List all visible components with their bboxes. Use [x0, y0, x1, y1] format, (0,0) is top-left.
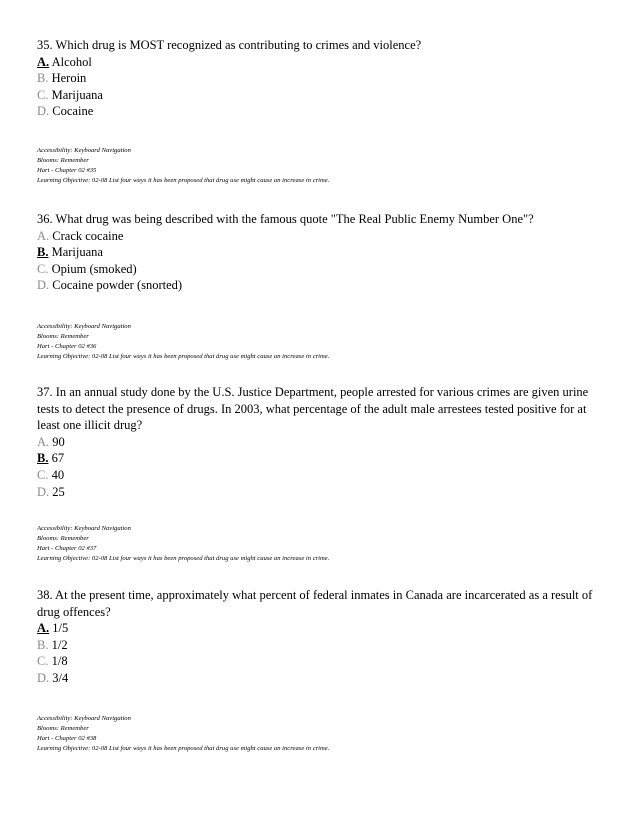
option-letter: B.	[37, 71, 49, 86]
answer-option-c	[37, 261, 607, 278]
question-block-35	[37, 37, 607, 120]
option-text: 1/8	[51, 654, 68, 669]
meta-learning-objective: Learning Objective: 02-08 List four ways it has been proposed that drug use might cause an increase in crime.	[37, 176, 330, 184]
answer-option-b	[37, 450, 607, 467]
option-letter: C.	[37, 87, 49, 102]
option-text: 3/4	[52, 670, 69, 685]
question-block-37	[37, 384, 607, 500]
option-text: 25	[52, 484, 65, 499]
answer-option-c	[37, 467, 607, 484]
meta-accessibility: Accessibility: Keyboard Navigation	[37, 147, 131, 154]
meta-blooms: Blooms: Remember	[37, 724, 89, 732]
question-text: 37. In an annual study done by the U.S. Justice Department, people arrested for various crimes are given urine tests to detect the presence of drugs. In 2003, what percentage of the adult male arrestees tested positive for at least one illicit drug?	[37, 385, 589, 433]
meta-learning-objective: Learning Objective: 02-08 List four ways it has been proposed that drug use might cause an increase in crime.	[37, 744, 330, 752]
answer-option-c	[37, 87, 607, 104]
answer-option-a	[37, 228, 607, 245]
option-letter: A.	[37, 621, 50, 636]
option-letter: C.	[37, 261, 49, 276]
option-text: Alcohol	[51, 54, 92, 69]
answer-option-d	[37, 484, 607, 501]
answer-options	[37, 54, 607, 120]
question-text: 35. Which drug is MOST recognized as contributing to crimes and violence?	[37, 38, 422, 52]
meta-blooms: Blooms: Remember	[37, 534, 89, 542]
answer-options	[37, 434, 607, 500]
answer-option-a	[37, 434, 607, 451]
answer-option-a	[37, 620, 607, 637]
option-text: Marijuana	[51, 245, 103, 260]
option-text: 1/2	[51, 637, 68, 652]
meta-chapter: Hart - Chapter 02 #35	[37, 166, 97, 174]
answer-option-a	[37, 54, 607, 71]
answer-option-b	[37, 244, 607, 261]
answer-option-d	[37, 103, 607, 120]
option-letter: D.	[37, 278, 50, 293]
meta-blooms: Blooms: Remember	[37, 332, 89, 340]
question-metadata-35	[37, 146, 607, 186]
question-block-38	[37, 587, 607, 687]
question-metadata-36	[37, 322, 607, 362]
meta-learning-objective: Learning Objective: 02-08 List four ways it has been proposed that drug use might cause an increase in crime.	[37, 352, 330, 360]
option-letter: A.	[37, 54, 50, 69]
answer-option-c	[37, 653, 607, 670]
question-text: 38. At the present time, approximately what percent of federal inmates in Canada are incarcerated as a result of drug offences?	[37, 588, 593, 619]
option-letter: D.	[37, 484, 50, 499]
meta-chapter: Hart - Chapter 02 #37	[37, 544, 97, 552]
answer-option-d	[37, 277, 607, 294]
option-letter: C.	[37, 654, 49, 669]
option-letter: B.	[37, 451, 49, 466]
option-text: 40	[51, 467, 65, 482]
option-letter: C.	[37, 467, 49, 482]
question-text: 36. What drug was being described with the famous quote "The Real Public Enemy Number One"?	[37, 212, 534, 226]
meta-accessibility: Accessibility: Keyboard Navigation	[37, 715, 131, 722]
option-text: Opium (smoked)	[51, 261, 137, 276]
meta-learning-objective: Learning Objective: 02-08 List four ways it has been proposed that drug use might cause an increase in crime.	[37, 554, 330, 562]
option-text: Cocaine	[52, 104, 94, 119]
meta-chapter: Hart - Chapter 02 #36	[37, 342, 97, 350]
question-metadata-38	[37, 714, 607, 754]
meta-accessibility: Accessibility: Keyboard Navigation	[37, 323, 131, 330]
option-text: Crack cocaine	[52, 228, 124, 243]
option-letter: B.	[37, 245, 49, 260]
question-metadata-37	[37, 524, 607, 564]
answer-options	[37, 228, 607, 294]
meta-blooms: Blooms: Remember	[37, 156, 89, 164]
option-text: Marijuana	[51, 87, 103, 102]
meta-accessibility: Accessibility: Keyboard Navigation	[37, 525, 131, 532]
question-block-36	[37, 211, 607, 294]
answer-option-b	[37, 70, 607, 87]
answer-option-d	[37, 670, 607, 687]
option-text: Heroin	[51, 71, 87, 86]
answer-options	[37, 620, 607, 686]
option-letter: D.	[37, 104, 50, 119]
option-letter: D.	[37, 670, 50, 685]
option-text: Cocaine powder (snorted)	[52, 278, 183, 293]
option-text: 67	[51, 451, 65, 466]
option-text: 90	[52, 434, 65, 449]
option-letter: A.	[37, 434, 50, 449]
answer-option-b	[37, 637, 607, 654]
option-letter: A.	[37, 228, 50, 243]
meta-chapter: Hart - Chapter 02 #38	[37, 734, 97, 742]
option-letter: B.	[37, 637, 49, 652]
option-text: 1/5	[52, 621, 69, 636]
